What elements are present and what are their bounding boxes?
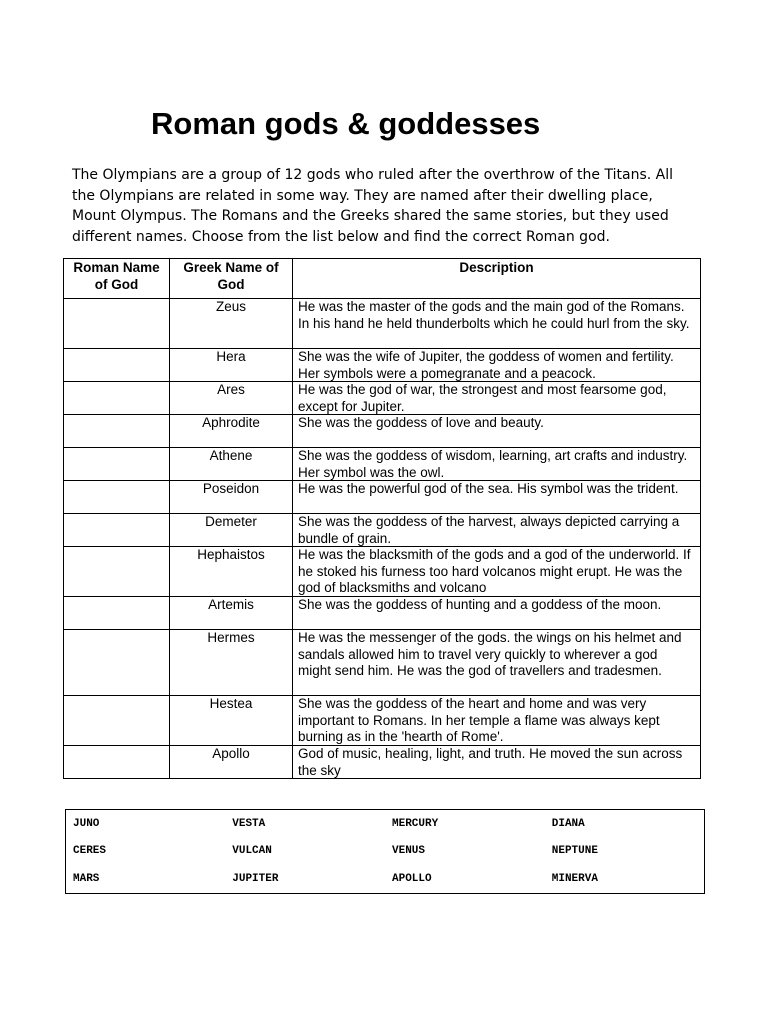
greek-name-cell: Ares bbox=[170, 382, 293, 415]
table-row bbox=[64, 630, 701, 696]
description-cell bbox=[293, 299, 701, 349]
table-header-row bbox=[64, 259, 701, 299]
intro-line: the Olympians are related in some way. They are named after their dwelling place, bbox=[72, 187, 653, 204]
word-bank-item: JUPITER bbox=[232, 873, 279, 886]
description-text: She was the goddess of hunting and a goddess of the moon. bbox=[298, 597, 662, 612]
greek-name-cell: Hermes bbox=[170, 630, 293, 696]
header-description: Description bbox=[293, 259, 701, 299]
header-greek-name: Greek Name of God bbox=[170, 259, 293, 299]
description-text: He was the god of war, the strongest and most fearsome god, except for Jupiter. bbox=[298, 382, 667, 414]
greek-name-cell: Demeter bbox=[170, 514, 293, 547]
description-cell bbox=[293, 630, 701, 696]
roman-name-cell[interactable] bbox=[64, 299, 170, 349]
greek-name-cell: Poseidon bbox=[170, 481, 293, 514]
roman-name-cell[interactable] bbox=[64, 481, 170, 514]
word-bank-item: VULCAN bbox=[232, 845, 272, 858]
greek-name-cell: Hestea bbox=[170, 696, 293, 746]
roman-name-cell[interactable] bbox=[64, 448, 170, 481]
table-row bbox=[64, 547, 701, 597]
word-bank-item: APOLLO bbox=[392, 873, 432, 886]
description-text: God of music, healing, light, and truth. He moved the sun across the sky bbox=[298, 746, 683, 778]
word-bank-row bbox=[66, 865, 705, 893]
description-cell bbox=[293, 382, 701, 415]
table-row bbox=[64, 696, 701, 746]
greek-name-cell: Athene bbox=[170, 448, 293, 481]
intro-line: The Olympians are a group of 12 gods who ruled after the overthrow of the Titans. All bbox=[72, 167, 673, 183]
description-text: She was the goddess of the heart and home and was very important to Romans. In her temple a flame was always kept burning as in the 'hearth of Rome'. bbox=[298, 696, 660, 744]
word-bank bbox=[65, 809, 705, 894]
word-bank-item: VESTA bbox=[232, 817, 266, 830]
roman-name-cell[interactable] bbox=[64, 696, 170, 746]
intro-line: Mount Olympus. The Romans and the Greeks shared the same stories, but they used bbox=[72, 208, 669, 224]
roman-name-cell[interactable] bbox=[64, 514, 170, 547]
word-bank-item: DIANA bbox=[551, 817, 585, 830]
greek-name-cell: Apollo bbox=[170, 746, 293, 779]
word-bank-item: VENUS bbox=[392, 845, 426, 858]
description-cell bbox=[293, 746, 701, 779]
table-row bbox=[64, 382, 701, 415]
word-bank-item: CERES bbox=[73, 845, 107, 858]
intro-paragraph bbox=[72, 165, 722, 247]
description-text: She was the goddess of wisdom, learning, art crafts and industry. Her symbol was the owl. bbox=[298, 448, 688, 480]
word-bank-item: MERCURY bbox=[392, 817, 439, 830]
table-row bbox=[64, 481, 701, 514]
description-cell bbox=[293, 547, 701, 597]
page-title: Roman gods & goddesses bbox=[151, 106, 541, 141]
description-text: She was the goddess of love and beauty. bbox=[298, 415, 544, 430]
word-bank-item: JUNO bbox=[73, 817, 100, 830]
description-text: He was the master of the gods and the main god of the Romans. In his hand he held thunderbolts which he could hurl from the sky. bbox=[298, 299, 690, 331]
greek-name-cell: Hera bbox=[170, 349, 293, 382]
greek-name-cell: Artemis bbox=[170, 597, 293, 630]
table-row bbox=[64, 514, 701, 547]
header-roman-name: Roman Name of God bbox=[64, 259, 170, 299]
greek-name-cell: Zeus bbox=[170, 299, 293, 349]
roman-name-cell[interactable] bbox=[64, 415, 170, 448]
roman-name-cell[interactable] bbox=[64, 382, 170, 415]
word-bank-item: MARS bbox=[73, 873, 100, 886]
table-row bbox=[64, 448, 701, 481]
table-row bbox=[64, 415, 701, 448]
description-text: He was the messenger of the gods. the wings on his helmet and sandals allowed him to travel very quickly to wherever a god might send him. He was the god of travellers and tradesmen. bbox=[298, 630, 682, 678]
table-row bbox=[64, 597, 701, 630]
description-cell bbox=[293, 349, 701, 382]
table-row bbox=[64, 746, 701, 779]
description-cell bbox=[293, 415, 701, 448]
description-text: She was the goddess of the harvest, always depicted carrying a bundle of grain. bbox=[298, 514, 680, 546]
intro-line: different names. Choose from the list below and find the correct Roman god. bbox=[72, 228, 610, 245]
roman-name-cell[interactable] bbox=[64, 630, 170, 696]
roman-name-cell[interactable] bbox=[64, 547, 170, 597]
roman-name-cell[interactable] bbox=[64, 349, 170, 382]
gods-table bbox=[63, 258, 701, 779]
table-row bbox=[64, 299, 701, 349]
word-bank-row bbox=[66, 838, 705, 866]
word-bank-item: NEPTUNE bbox=[551, 845, 598, 858]
description-text: She was the wife of Jupiter, the goddess of women and fertility. Her symbols were a pomegranate and a peacock. bbox=[298, 349, 674, 381]
description-cell bbox=[293, 696, 701, 746]
description-text: He was the blacksmith of the gods and a god of the underworld. If he stoked his furness too hard volcanos might erupt. He was the god of blacksmiths and volcano bbox=[298, 547, 691, 595]
table-row bbox=[64, 349, 701, 382]
description-cell bbox=[293, 481, 701, 514]
roman-name-cell[interactable] bbox=[64, 597, 170, 630]
description-cell bbox=[293, 514, 701, 547]
description-cell bbox=[293, 597, 701, 630]
description-cell bbox=[293, 448, 701, 481]
description-text: He was the powerful god of the sea. His symbol was the trident. bbox=[298, 481, 679, 496]
greek-name-cell: Aphrodite bbox=[170, 415, 293, 448]
word-bank-item: MINERVA bbox=[551, 873, 598, 886]
word-bank-row bbox=[66, 810, 705, 838]
greek-name-cell: Hephaistos bbox=[170, 547, 293, 597]
roman-name-cell[interactable] bbox=[64, 746, 170, 779]
